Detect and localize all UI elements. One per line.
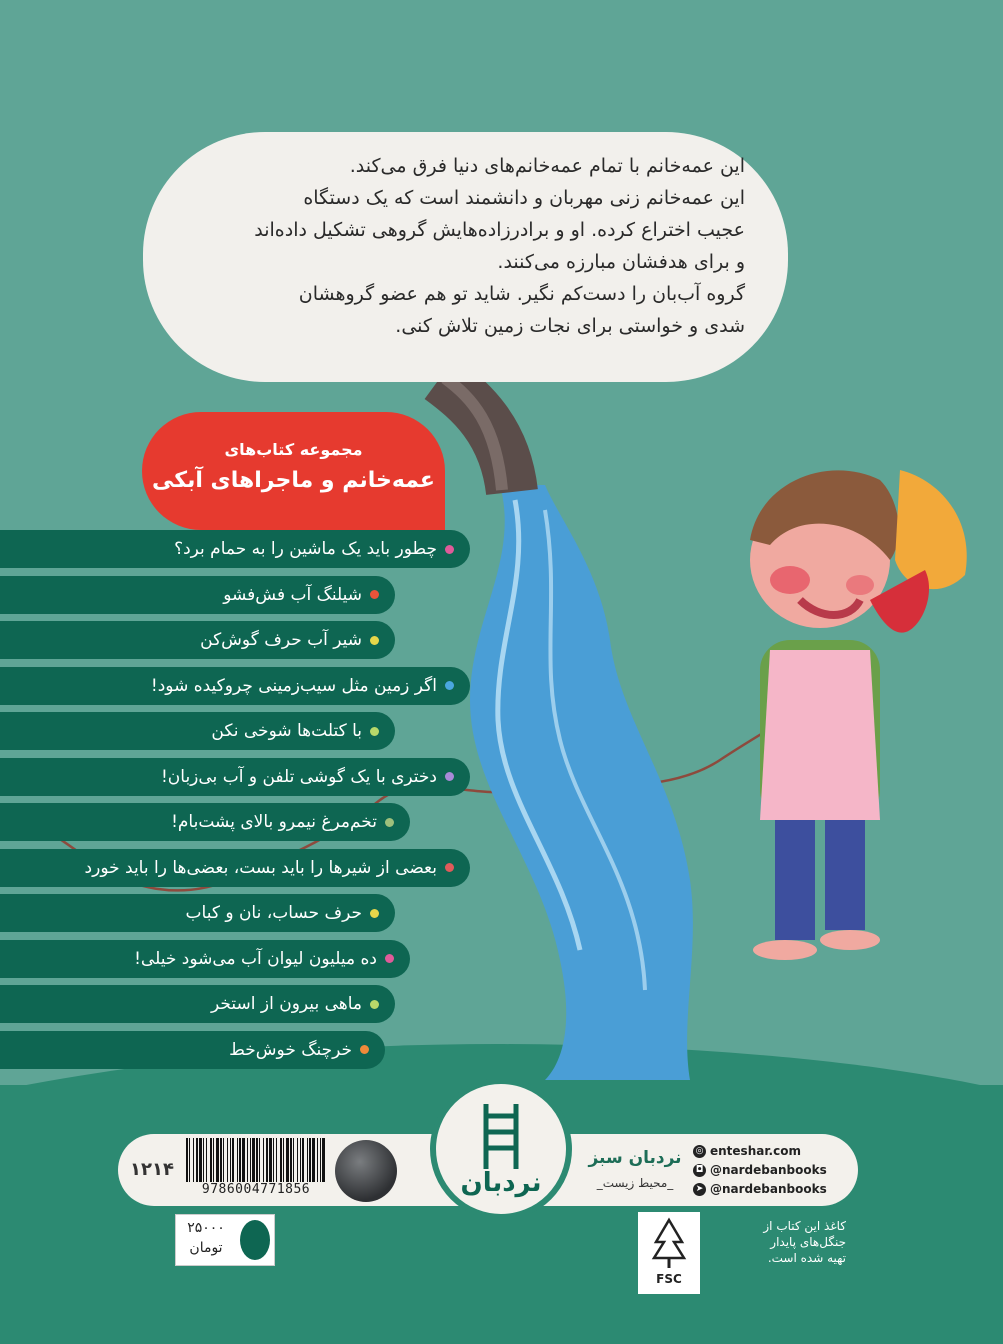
book-title-label: حرف حساب، نان و کباب	[185, 903, 362, 923]
bullet-dot-icon	[385, 954, 394, 963]
bullet-dot-icon	[370, 1000, 379, 1009]
book-title-item	[0, 530, 470, 568]
book-title-label: خرچنگ خوش‌خط	[229, 1039, 352, 1060]
publisher-logo	[430, 1078, 572, 1220]
instagram-handle: @nardebanbooks	[710, 1163, 827, 1177]
website-row	[693, 1142, 858, 1161]
bullet-dot-icon	[370, 909, 379, 918]
water-stream	[470, 485, 693, 1080]
blurb-line: شدی و خواستی برای نجات زمین تلاش کنی.	[395, 315, 745, 337]
book-title-item	[0, 712, 395, 750]
book-title-label: ده میلیون لیوان آب می‌شود خیلی!	[134, 948, 377, 969]
bullet-dot-icon	[360, 1045, 369, 1054]
price-unit: تومان	[189, 1240, 223, 1256]
book-title-item	[0, 667, 470, 705]
bullet-dot-icon	[445, 545, 454, 554]
book-title-label: شیلنگ آب فش‌فشو	[223, 584, 362, 605]
blurb-text	[200, 150, 745, 342]
imprint-name: نردبان سبز	[588, 1148, 682, 1168]
fsc-line: کاغذ این کتاب از	[763, 1219, 846, 1233]
telegram-handle: @nardebanbooks	[710, 1182, 827, 1196]
fsc-label: FSC	[656, 1272, 682, 1286]
book-title-item	[0, 940, 410, 978]
book-title-label: تخم‌مرغ نیمرو بالای پشت‌بام!	[171, 812, 377, 832]
blurb-line: گروه آب‌بان را دست‌کم نگیر. شاید تو هم عضو گروهشان	[298, 283, 745, 305]
series-title-line1: مجموعه کتاب‌های	[224, 440, 363, 459]
bullet-dot-icon	[370, 590, 379, 599]
publisher-logo-text: نردبان	[460, 1168, 542, 1198]
fsc-tree-icon	[638, 1212, 700, 1272]
book-title-item	[0, 985, 395, 1023]
book-number: ۱۲۱۴	[130, 1159, 174, 1180]
blurb-line: این عمه‌خانم با تمام عمه‌خانم‌های دنیا فرق می‌کند.	[349, 155, 745, 177]
book-title-item	[0, 1031, 385, 1069]
price-value: ۲۵۰۰۰	[187, 1220, 225, 1236]
barcode	[184, 1138, 328, 1182]
book-title-item	[0, 621, 395, 659]
social-links	[693, 1142, 858, 1199]
book-title-item	[0, 894, 395, 932]
blurb-line: و برای هدفشان مبارزه می‌کنند.	[497, 251, 745, 273]
bullet-dot-icon	[370, 636, 379, 645]
price-sticker-logo	[240, 1220, 270, 1260]
book-title-item	[0, 576, 395, 614]
book-title-item	[0, 849, 470, 887]
series-title-line2: عمه‌خانم و ماجراهای آبکی	[152, 468, 435, 493]
book-title-label: چطور باید یک ماشین را به حمام برد؟	[174, 539, 437, 559]
blurb-line: این عمه‌خانم زنی مهربان و دانشمند است که یک دستگاه	[303, 187, 745, 209]
fsc-statement	[708, 1218, 846, 1266]
book-title-label: بعضی از شیرها را باید بست، بعضی‌ها را باید خورد	[84, 857, 437, 878]
hologram-sticker	[335, 1140, 397, 1202]
book-title-label: ماهی بیرون از استخر	[211, 994, 362, 1014]
bullet-dot-icon	[445, 681, 454, 690]
bullet-dot-icon	[370, 727, 379, 736]
book-title-label: دختری با یک گوشی تلفن و آب بی‌زبان!	[160, 766, 437, 787]
imprint-subtitle: _محیط زیست_	[596, 1176, 674, 1190]
isbn-number: 9786004771856	[201, 1182, 311, 1197]
book-title-item	[0, 803, 410, 841]
bullet-dot-icon	[445, 863, 454, 872]
instagram-icon: ◘	[693, 1164, 706, 1177]
globe-icon: ◎	[693, 1145, 706, 1158]
bullet-dot-icon	[445, 772, 454, 781]
blurb-line: عجیب اختراع کرده. او و برادرزاده‌هایش گروهی تشکیل داده‌اند	[254, 219, 745, 241]
website-link: enteshar.com	[710, 1144, 801, 1158]
fsc-line: جنگل‌های پایدار	[770, 1235, 846, 1249]
book-title-label: با کتلت‌ها شوخی نکن	[211, 721, 362, 741]
fsc-line: تهیه شده است.	[767, 1251, 846, 1265]
instagram-row	[693, 1161, 858, 1180]
bullet-dot-icon	[385, 818, 394, 827]
book-title-item	[0, 758, 470, 796]
book-title-label: اگر زمین مثل سیب‌زمینی چروکیده شود!	[150, 675, 437, 696]
girl-character	[750, 470, 967, 960]
book-title-label: شیر آب حرف گوش‌کن	[200, 630, 362, 650]
telegram-icon: ➤	[693, 1183, 706, 1196]
telegram-row	[693, 1180, 858, 1199]
